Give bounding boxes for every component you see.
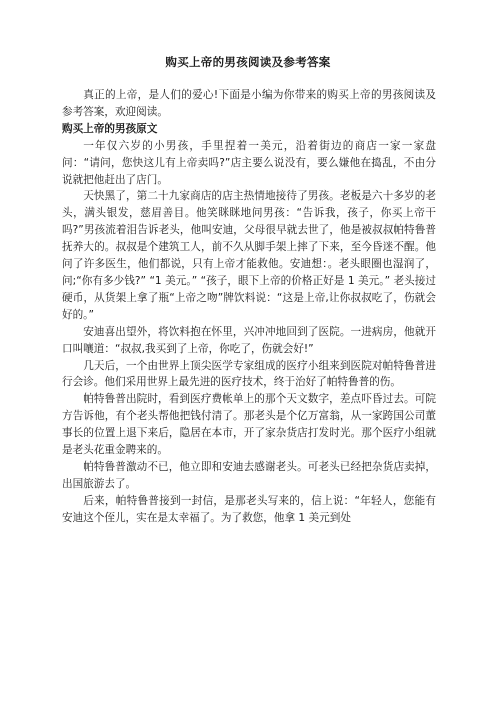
paragraph: 天快黑了，第二十九家商店的店主热情地接待了男孩。老板是六十多岁的老头，满头银发，慈眉善目。他笑眯眯地问男孩：“告诉我，孩子，你买上帝干吗?”男孩流着泪告诉老头，他叫安迪，父母很早就去世了，他是被叔叔帕特鲁普抚养大的。叔叔是个建筑工人，前不久从脚手架上摔了下来，至今昏迷不醒。他问了许多医生，他们都说，只有上帝才能救他。安迪想：。老头眼圈也湿润了，问;“你有多少钱?” “1 美元。” “孩子，眼下上帝的价格正好是 1 美元。” 老头接过硬币，从货架上拿了瓶“上帝之吻”牌饮料说：“这是上帝,让你叔叔吃了，伤就会好的。” [62, 190, 436, 321]
document-body [62, 87, 436, 527]
intro-paragraph: 真正的上帝，是人们的爱心!下面是小编为你带来的购买上帝的男孩阅读及参考答案，欢迎阅读。 [62, 89, 436, 118]
paragraph: 帕特鲁普激动不已，他立即和安迪去感谢老头。可老头已经把杂货店卖掉，出国旅游去了。 [62, 460, 436, 490]
paragraph: 安迪喜出望外，将饮料抱在怀里，兴冲冲地回到了医院。一进病房，他就开口叫嚷道：“叔叔,我买到了上帝，你吃了，伤就会好!” [62, 325, 436, 355]
section-heading: 购买上帝的男孩原文 [62, 122, 158, 135]
paragraph: 后来，帕特鲁普接到一封信，是那老头写来的，信上说：“年轻人，您能有安迪这个侄儿，实在是太幸福了。为了救您，他拿 1 美元到处 [62, 494, 436, 524]
document-title: 购买上帝的男孩阅读及参考答案 [165, 55, 331, 69]
paragraph: 几天后，一个由世界上顶尖医学专家组成的医疗小组来到医院对帕特鲁普进行会诊。他们采用世界上最先进的医疗技术，终于治好了帕特鲁普的伤。 [62, 359, 436, 389]
paragraph: 帕特鲁普出院时，看到医疗费帐单上的那个天文数字，差点吓昏过去。可院方告诉他，有个老头帮他把钱付清了。那老头是个亿万富翁，从一家跨国公司董事长的位置上退下来后，隐居在本市，开了家杂货店打发时光。那个医疗小组就是老头花重金聘来的。 [62, 393, 436, 457]
paragraph: 一年仅六岁的小男孩，手里捏着一美元，沿着街边的商店一家一家盘问：“请问，您快这儿有上帝卖吗?”店主要么说没有，要么嫌他在捣乱，不由分说就把他赶出了店门。 [62, 139, 436, 186]
